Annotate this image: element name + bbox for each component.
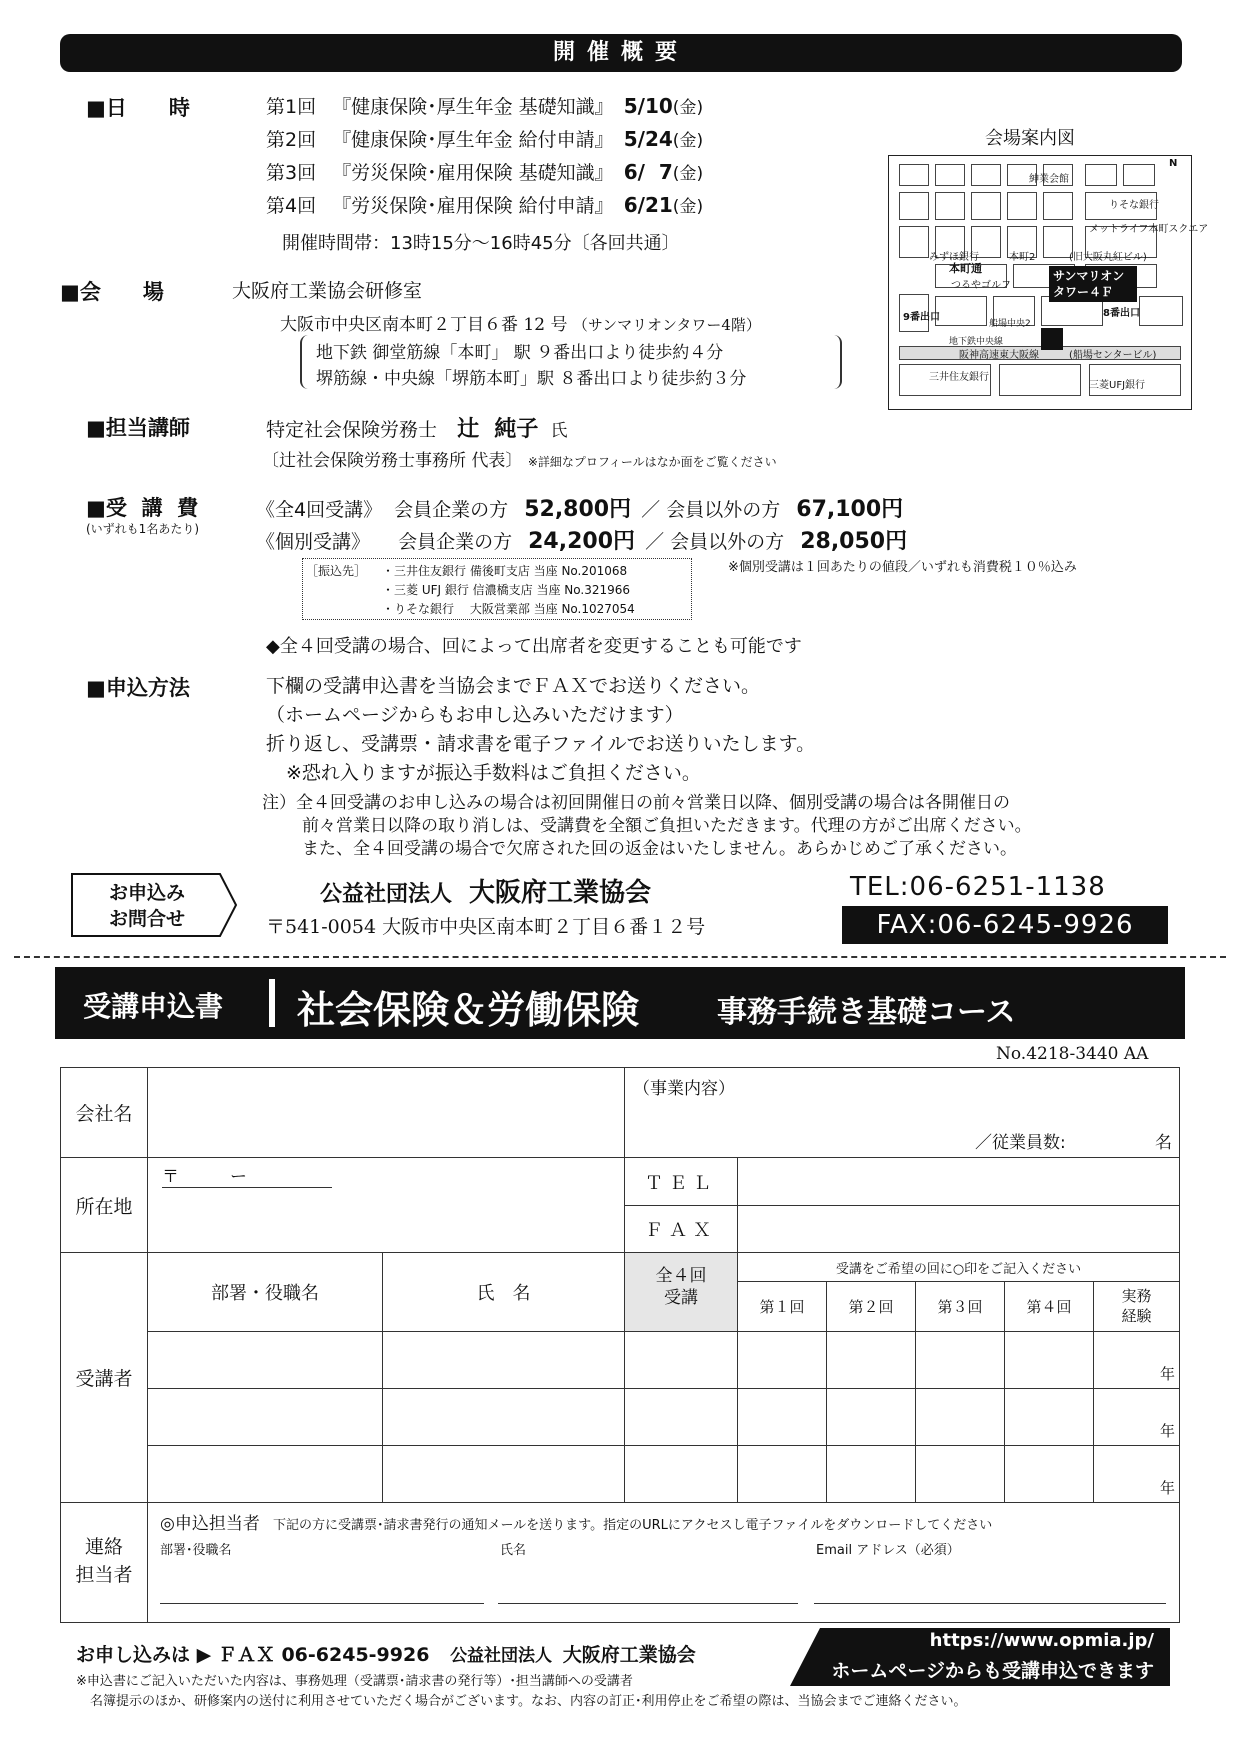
liaison-desc: 下記の方に受講票･請求書発行の通知メールを送ります。指定のURLにアクセスし電子ファイルをダウンロードしてください <box>272 1518 993 1533</box>
instructor-title: 特定社会保険労務士 <box>266 419 438 441</box>
liaison-name-input[interactable] <box>498 1603 798 1604</box>
session-header: 第４回 <box>1004 1281 1094 1332</box>
session-num: 第2回 <box>266 129 317 151</box>
session-item: 第4回 『労災保険･雇用保険 給付申請』 6/21(金) <box>266 193 704 217</box>
circle-note: 受講をご希望の回に○印をご記入ください <box>737 1252 1180 1282</box>
change-note: ◆全４回受講の場合、回によって出席者を変更することも可能です <box>266 636 802 657</box>
bank-item: ・三菱 UFJ 銀行 信濃橋支店 当座 No.321966 <box>382 583 631 597</box>
schedule-label: ■日 時 <box>86 96 190 120</box>
footer-org-name: 大阪府工業協会 <box>562 1644 696 1666</box>
form-title-bar <box>55 967 1185 1039</box>
form-subtitle: 事務手続き基礎コース <box>717 995 1016 1030</box>
session-num: 第4回 <box>266 195 317 217</box>
attendee-s1-input[interactable] <box>737 1388 827 1446</box>
tel-input[interactable] <box>737 1157 1180 1206</box>
map-caption: 会場案内図 <box>985 128 1075 149</box>
venue-label: ■会 場 <box>60 280 164 304</box>
venue-address: 大阪市中央区南本町２丁目６番 12 号 <box>280 315 568 335</box>
liaison-email-input[interactable] <box>814 1603 1166 1604</box>
session-dow: 金 <box>679 98 697 118</box>
fee-row: 《個別受講》 会員企業の方 24,200円 ／ 会員以外の方 28,050円 <box>256 529 908 554</box>
liaison-email-label: Email アドレス（必須） <box>816 1543 960 1558</box>
instructor-honorific: 氏 <box>550 421 568 441</box>
address-input[interactable] <box>147 1157 625 1253</box>
cancel-notes: 注）全４回受講のお申し込みの場合は初回開催日の前々営業日以降、個別受講の場合は各開催日の 前々営業日以降の取り消しは、受講費を全額ご負担いただきます。代理の方がご出席ください。 また、全４回受講の場合で欠席された回の返金はいたしません。あらかじめご了承ください。 <box>262 793 1032 859</box>
attendee-s3-input[interactable] <box>915 1331 1005 1389</box>
all4-header: 全４回 受講 <box>624 1252 738 1332</box>
venue-access-1: 地下鉄 御堂筋線「本町」 駅 ９番出口より徒歩約４分 <box>316 343 724 363</box>
instructor-note: ※詳細なプロフィールはなか面をご覧ください <box>527 455 777 469</box>
business-input[interactable]: （事業内容） ／従業員数: 名 <box>624 1067 1180 1158</box>
attendee-dept-input[interactable] <box>147 1388 383 1446</box>
bank-list <box>382 562 635 619</box>
attendee-all4-input[interactable] <box>624 1445 738 1503</box>
session-date: 5/24 <box>623 127 673 151</box>
company-input[interactable] <box>147 1067 625 1158</box>
session-date: 6/ 7 <box>623 160 673 184</box>
liaison-name-label: 氏名 <box>500 1543 527 1558</box>
fee-row: 《全4回受講》 会員企業の方 52,800円 ／ 会員以外の方 67,100円 <box>256 497 904 522</box>
north-icon: N <box>1169 158 1178 169</box>
contact-fax: FAX:06-6245-9926 <box>842 906 1168 944</box>
venue-building: （サンマリオンタワー4階） <box>572 316 761 334</box>
footer-apply-fax: お申し込みは ▶ ＦＡＸ 06-6245-9926 <box>76 1644 430 1666</box>
attendee-s1-input[interactable] <box>737 1445 827 1503</box>
apply-label: ■申込方法 <box>86 676 190 700</box>
venue-access-2: 堺筋線・中央線「堺筋本町」駅 ８番出口より徒歩約３分 <box>316 369 747 389</box>
session-list <box>266 92 703 224</box>
attendee-s2-input[interactable] <box>826 1445 916 1503</box>
attendee-s4-input[interactable] <box>1004 1445 1094 1503</box>
fax-input[interactable] <box>737 1205 1180 1253</box>
form-tag: 受講申込書 <box>83 990 224 1023</box>
liaison-title: ◎申込担当者 <box>160 1514 260 1534</box>
attendee-s2-input[interactable] <box>826 1331 916 1389</box>
session-header: 第２回 <box>826 1281 916 1332</box>
attendees-label: 受講者 <box>60 1252 148 1503</box>
overview-title: 開催概要 <box>60 34 1182 72</box>
company-label: 会社名 <box>60 1067 148 1158</box>
fee-label: ■受 講 費 <box>86 496 199 520</box>
instructor-office: 〔辻社会保険労務士事務所 代表〕 <box>262 451 523 471</box>
experience-header: 実務 経験 <box>1093 1281 1180 1332</box>
attendee-name-input[interactable] <box>382 1331 625 1389</box>
session-num: 第3回 <box>266 162 317 184</box>
footer-url[interactable]: https://www.opmia.jp/ <box>929 1630 1154 1651</box>
attendee-s4-input[interactable] <box>1004 1331 1094 1389</box>
instructor-label: ■担当講師 <box>86 416 190 440</box>
tel-label: ＴＥＬ <box>624 1157 738 1206</box>
session-header: 第１回 <box>737 1281 827 1332</box>
session-name: 『健康保険･厚生年金 基礎知識』 <box>332 96 614 118</box>
employees-label: ／従業員数: <box>975 1133 1066 1153</box>
org-name: 大阪府工業協会 <box>469 878 652 908</box>
session-item: 第1回 『健康保険･厚生年金 基礎知識』 5/10(金) <box>266 94 704 118</box>
session-dow: 金 <box>679 197 697 217</box>
session-time: 開催時間帯：13時15分～16時45分〔各回共通〕 <box>282 233 680 254</box>
bank-item: ・りそな銀行 大阪営業部 当座 No.1027054 <box>382 602 635 616</box>
attendee-exp-input[interactable]: 年 <box>1093 1445 1180 1503</box>
apply-lines: 下欄の受講申込書を当協会までＦＡＸでお送りください。 （ホームページからもお申し込みいただけます） 折り返し、受講票・請求書を電子ファイルでお送りいたします。 ※恐れ入りますが振込手数料はご負担ください。 <box>266 675 816 784</box>
attendee-dept-input[interactable] <box>147 1445 383 1503</box>
instructor-name: 辻 純子 <box>457 417 539 442</box>
fax-label: ＦＡＸ <box>624 1205 738 1253</box>
privacy-note: ※申込書にご記入いただいた内容は、事務処理（受講票･請求書の発行等）･担当講師への受講者 名簿提示のほか、研修案内の送付に利用させていただく場合がございます。なお、内容の訂正･利用停止をご希望の際は、当協会までご連絡ください。 <box>76 1674 967 1709</box>
contact-address: 〒541-0054 大阪市中央区南本町２丁目６番１２号 <box>266 916 706 938</box>
session-name: 『健康保険･厚生年金 給付申請』 <box>332 129 614 151</box>
tax-note: ※個別受講は１回あたりの値段／いずれも消費税１０％込み <box>728 560 1077 575</box>
liaison-dept-input[interactable] <box>160 1603 484 1604</box>
attendee-all4-input[interactable] <box>624 1331 738 1389</box>
contact-tel: TEL:06-6251-1138 <box>850 872 1106 902</box>
session-dow: 金 <box>679 131 697 151</box>
liaison-dept-label: 部署･役職名 <box>160 1543 232 1558</box>
attendee-all4-input[interactable] <box>624 1388 738 1446</box>
attendee-exp-input[interactable]: 年 <box>1093 1388 1180 1446</box>
session-date: 5/10 <box>623 94 673 118</box>
address-label: 所在地 <box>60 1157 148 1253</box>
liaison-box <box>147 1502 1180 1623</box>
fee-sublabel: (いずれも1名あたり) <box>86 522 199 536</box>
attendee-s3-input[interactable] <box>915 1445 1005 1503</box>
form-number: No.4218-3440 AA <box>996 1044 1149 1064</box>
session-name: 『労災保険･雇用保険 基礎知識』 <box>332 162 614 184</box>
dept-header: 部署・役職名 <box>147 1252 383 1332</box>
session-item: 第2回 『健康保険･厚生年金 給付申請』 5/24(金) <box>266 127 704 151</box>
session-num: 第1回 <box>266 96 317 118</box>
postal-field[interactable]: 〒 ー <box>162 1162 332 1188</box>
footer-org-type: 公益社団法人 <box>450 1646 553 1666</box>
map-venue-marker: サンマリオン タワー４Ｆ <box>1049 266 1137 302</box>
venue-map: サンマリオン タワー４Ｆ N 紳業会館 りそな銀行 メットライフ本町スクエア みずほ銀行 本町2 (旧大阪丸紅ビル) 本町通 つるやゴルフ 9番出口 8番出口 船場中央2 地下鉄中央線 阪神高速東大阪線 (船場センタービル) 三井住友銀行 三菱UFJ銀行 <box>888 155 1192 410</box>
session-header: 第３回 <box>915 1281 1005 1332</box>
attendee-name-input[interactable] <box>382 1445 625 1503</box>
form-title: 社会保険＆労働保険 <box>297 988 640 1032</box>
attendee-s4-input[interactable] <box>1004 1388 1094 1446</box>
session-dow: 金 <box>679 164 697 184</box>
venue-name: 大阪府工業協会研修室 <box>232 280 423 302</box>
contact-tag: お申込み お問合せ <box>70 870 220 938</box>
attendee-s3-input[interactable] <box>915 1388 1005 1446</box>
liaison-label: 連絡 担当者 <box>60 1502 148 1623</box>
bank-item: ・三井住友銀行 備後町支店 当座 No.201068 <box>382 564 628 578</box>
session-date: 6/21 <box>623 193 673 217</box>
bank-label: ［振込先］ <box>306 564 367 578</box>
application-form <box>60 1067 1180 1623</box>
cut-line <box>14 956 1226 958</box>
org-type: 公益社団法人 <box>320 882 453 907</box>
attendee-s2-input[interactable] <box>826 1388 916 1446</box>
attendee-dept-input[interactable] <box>147 1331 383 1389</box>
session-name: 『労災保険･雇用保険 給付申請』 <box>332 195 614 217</box>
attendee-s1-input[interactable] <box>737 1331 827 1389</box>
footer-web-apply: ホームページからも受講申込できます <box>831 1660 1154 1682</box>
name-header: 氏 名 <box>382 1252 625 1332</box>
attendee-exp-input[interactable]: 年 <box>1093 1331 1180 1389</box>
session-item: 第3回 『労災保険･雇用保険 基礎知識』 6/ 7(金) <box>266 160 704 184</box>
attendee-name-input[interactable] <box>382 1388 625 1446</box>
